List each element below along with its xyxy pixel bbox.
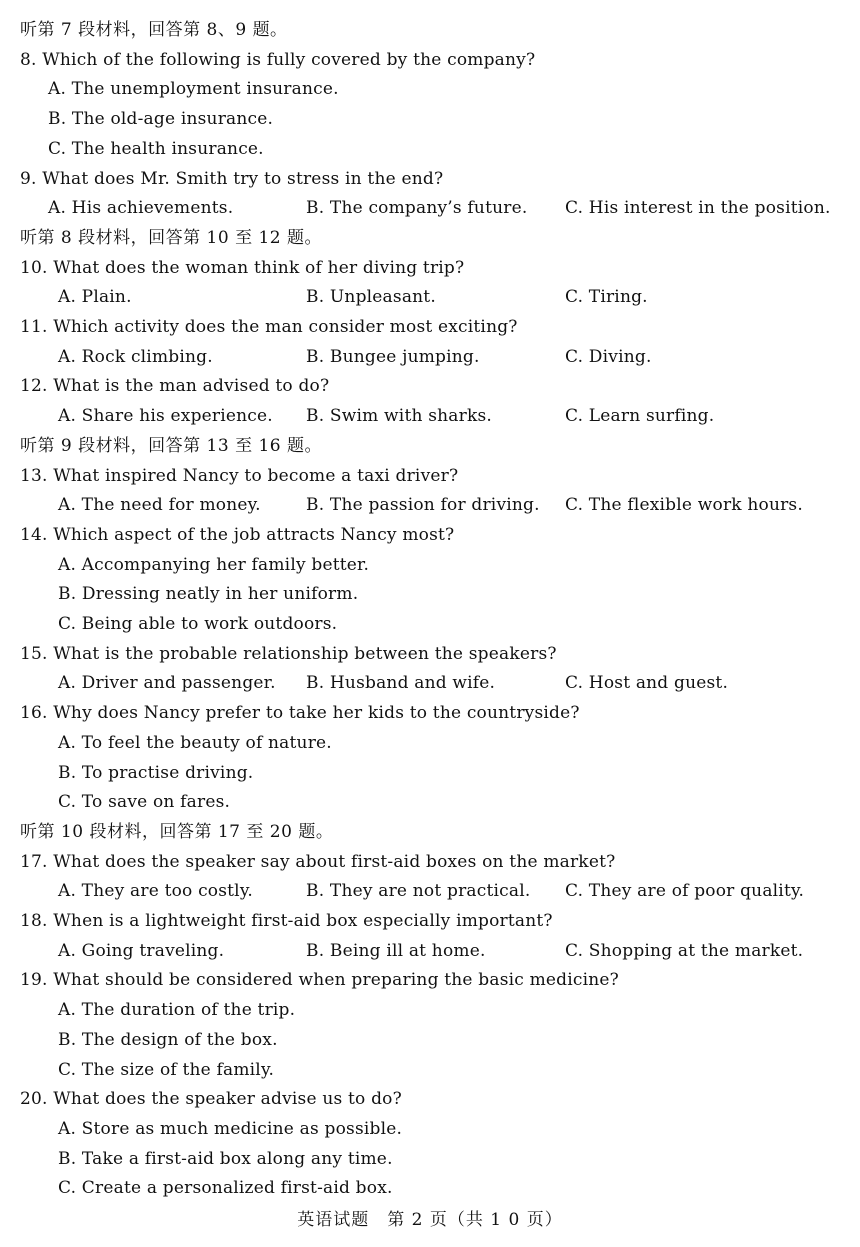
- answer-option: C. Tiring.: [565, 287, 648, 308]
- question-text: What should be considered when preparing the basic medicine?: [53, 970, 619, 991]
- question-number: 17.: [20, 851, 48, 872]
- options-row: [0, 402, 860, 431]
- question-stem: [0, 699, 860, 728]
- answer-option: C. They are of poor quality.: [565, 881, 805, 902]
- option-line: [0, 1056, 860, 1085]
- options-row: [0, 937, 860, 966]
- answer-option: C. Shopping at the market.: [565, 940, 804, 961]
- question-stem: [0, 372, 860, 401]
- question-text: What does the woman think of her diving trip?: [53, 257, 465, 278]
- question-text: Why does Nancy prefer to take her kids to the countryside?: [53, 703, 580, 724]
- section-heading-text: 听第 10 段材料，回答第 17 至 20 题。: [20, 821, 334, 842]
- answer-option: B. Swim with sharks.: [306, 406, 492, 427]
- question-stem: [0, 640, 860, 669]
- question-text: What does the speaker advise us to do?: [53, 1089, 402, 1110]
- question-number: 10.: [20, 257, 48, 278]
- question-stem: [0, 521, 860, 550]
- question-text: What is the man advised to do?: [53, 376, 330, 397]
- question-stem: [0, 966, 860, 995]
- options-row: [0, 343, 860, 372]
- answer-option: A. Accompanying her family better.: [58, 554, 370, 575]
- answer-option: A. The need for money.: [58, 495, 261, 516]
- question-number: 19.: [20, 970, 48, 991]
- question-text: Which of the following is fully covered by the company?: [42, 49, 536, 70]
- answer-option: B. Being ill at home.: [306, 940, 486, 961]
- section-heading: [0, 224, 860, 253]
- section-heading-text: 听第 8 段材料，回答第 10 至 12 题。: [20, 227, 323, 248]
- option-line: [0, 729, 860, 758]
- question-text: When is a lightweight first-aid box especially important?: [53, 911, 553, 931]
- answer-option: C. His interest in the position.: [565, 198, 831, 219]
- question-number: 11.: [20, 317, 48, 337]
- options-row: [0, 283, 860, 312]
- option-line: [0, 105, 860, 134]
- answer-option: B. The design of the box.: [58, 1029, 278, 1050]
- question-stem: [0, 1085, 860, 1114]
- answer-option: B. The old-age insurance.: [48, 109, 274, 130]
- answer-option: B. They are not practical.: [306, 881, 531, 902]
- answer-option: C. The health insurance.: [48, 138, 264, 159]
- answer-option: B. Bungee jumping.: [306, 346, 480, 367]
- answer-option: B. Husband and wife.: [306, 673, 496, 694]
- section-heading-text: 听第 9 段材料，回答第 13 至 16 题。: [20, 435, 323, 456]
- question-number: 9.: [20, 168, 37, 189]
- answer-option: B. Take a first-aid box along any time.: [58, 1148, 393, 1169]
- answer-option: C. The flexible work hours.: [565, 495, 803, 516]
- question-number: 14.: [20, 524, 48, 545]
- option-line: [0, 1026, 860, 1055]
- question-number: 15.: [20, 643, 48, 664]
- question-text: Which aspect of the job attracts Nancy most?: [53, 524, 455, 545]
- question-number: 18.: [20, 911, 48, 931]
- option-line: [0, 135, 860, 164]
- option-line: [0, 75, 860, 104]
- option-line: [0, 551, 860, 580]
- answer-option: A. They are too costly.: [58, 881, 253, 902]
- answer-option: C. To save on fares.: [58, 792, 231, 813]
- question-text: What is the probable relationship between the speakers?: [53, 643, 557, 664]
- answer-option: A. Driver and passenger.: [58, 673, 276, 694]
- option-line: [0, 996, 860, 1025]
- question-number: 12.: [20, 376, 48, 397]
- answer-option: A. To feel the beauty of nature.: [58, 732, 332, 753]
- option-line: [0, 1115, 860, 1144]
- answer-option: C. The size of the family.: [58, 1059, 275, 1080]
- answer-option: B. Unpleasant.: [306, 287, 436, 308]
- question-stem: [0, 907, 860, 936]
- answer-option: B. Dressing neatly in her uniform.: [58, 584, 359, 605]
- question-number: 20.: [20, 1089, 48, 1110]
- section-heading-text: 听第 7 段材料，回答第 8、9 题。: [20, 20, 288, 40]
- question-text: What does Mr. Smith try to stress in the end?: [42, 168, 444, 189]
- question-stem: [0, 313, 860, 342]
- answer-option: C. Host and guest.: [565, 673, 729, 694]
- options-row: [0, 669, 860, 698]
- answer-option: B. The passion for driving.: [306, 495, 540, 516]
- question-number: 8.: [20, 49, 37, 70]
- answer-option: B. The company’s future.: [306, 198, 528, 219]
- answer-option: A. The unemployment insurance.: [48, 79, 339, 100]
- question-stem: [0, 848, 860, 877]
- answer-option: A. Store as much medicine as possible.: [58, 1118, 403, 1139]
- option-line: [0, 1174, 860, 1203]
- answer-option: C. Diving.: [565, 346, 652, 367]
- page-footer: 英语试题 第 2 页（共 1 0 页）: [297, 1210, 563, 1230]
- answer-option: C. Learn surfing.: [565, 406, 715, 427]
- question-stem: [0, 165, 860, 194]
- option-line: [0, 788, 860, 817]
- question-stem: [0, 462, 860, 491]
- answer-option: A. Going traveling.: [58, 940, 225, 961]
- option-line: [0, 610, 860, 639]
- question-number: 13.: [20, 465, 48, 486]
- answer-option: C. Being able to work outdoors.: [58, 614, 338, 634]
- options-row: [0, 491, 860, 520]
- question-text: What inspired Nancy to become a taxi driver?: [53, 465, 459, 486]
- option-line: [0, 580, 860, 609]
- option-line: [0, 759, 860, 788]
- question-text: What does the speaker say about first-aid boxes on the market?: [53, 851, 616, 872]
- section-heading: [0, 432, 860, 461]
- section-heading: [0, 818, 860, 847]
- options-row: [0, 194, 860, 223]
- options-row: [0, 877, 860, 906]
- answer-option: B. To practise driving.: [58, 762, 254, 783]
- question-stem: [0, 254, 860, 283]
- answer-option: A. Plain.: [58, 287, 132, 308]
- answer-option: A. His achievements.: [48, 198, 234, 219]
- answer-option: C. Create a personalized first-aid box.: [58, 1178, 393, 1199]
- answer-option: A. Rock climbing.: [58, 346, 213, 367]
- answer-option: A. The duration of the trip.: [58, 1000, 296, 1021]
- option-line: [0, 1145, 860, 1174]
- answer-option: A. Share his experience.: [58, 406, 273, 427]
- question-text: Which activity does the man consider most exciting?: [53, 317, 518, 337]
- question-stem: [0, 46, 860, 75]
- section-heading: [0, 16, 860, 45]
- question-number: 16.: [20, 703, 48, 724]
